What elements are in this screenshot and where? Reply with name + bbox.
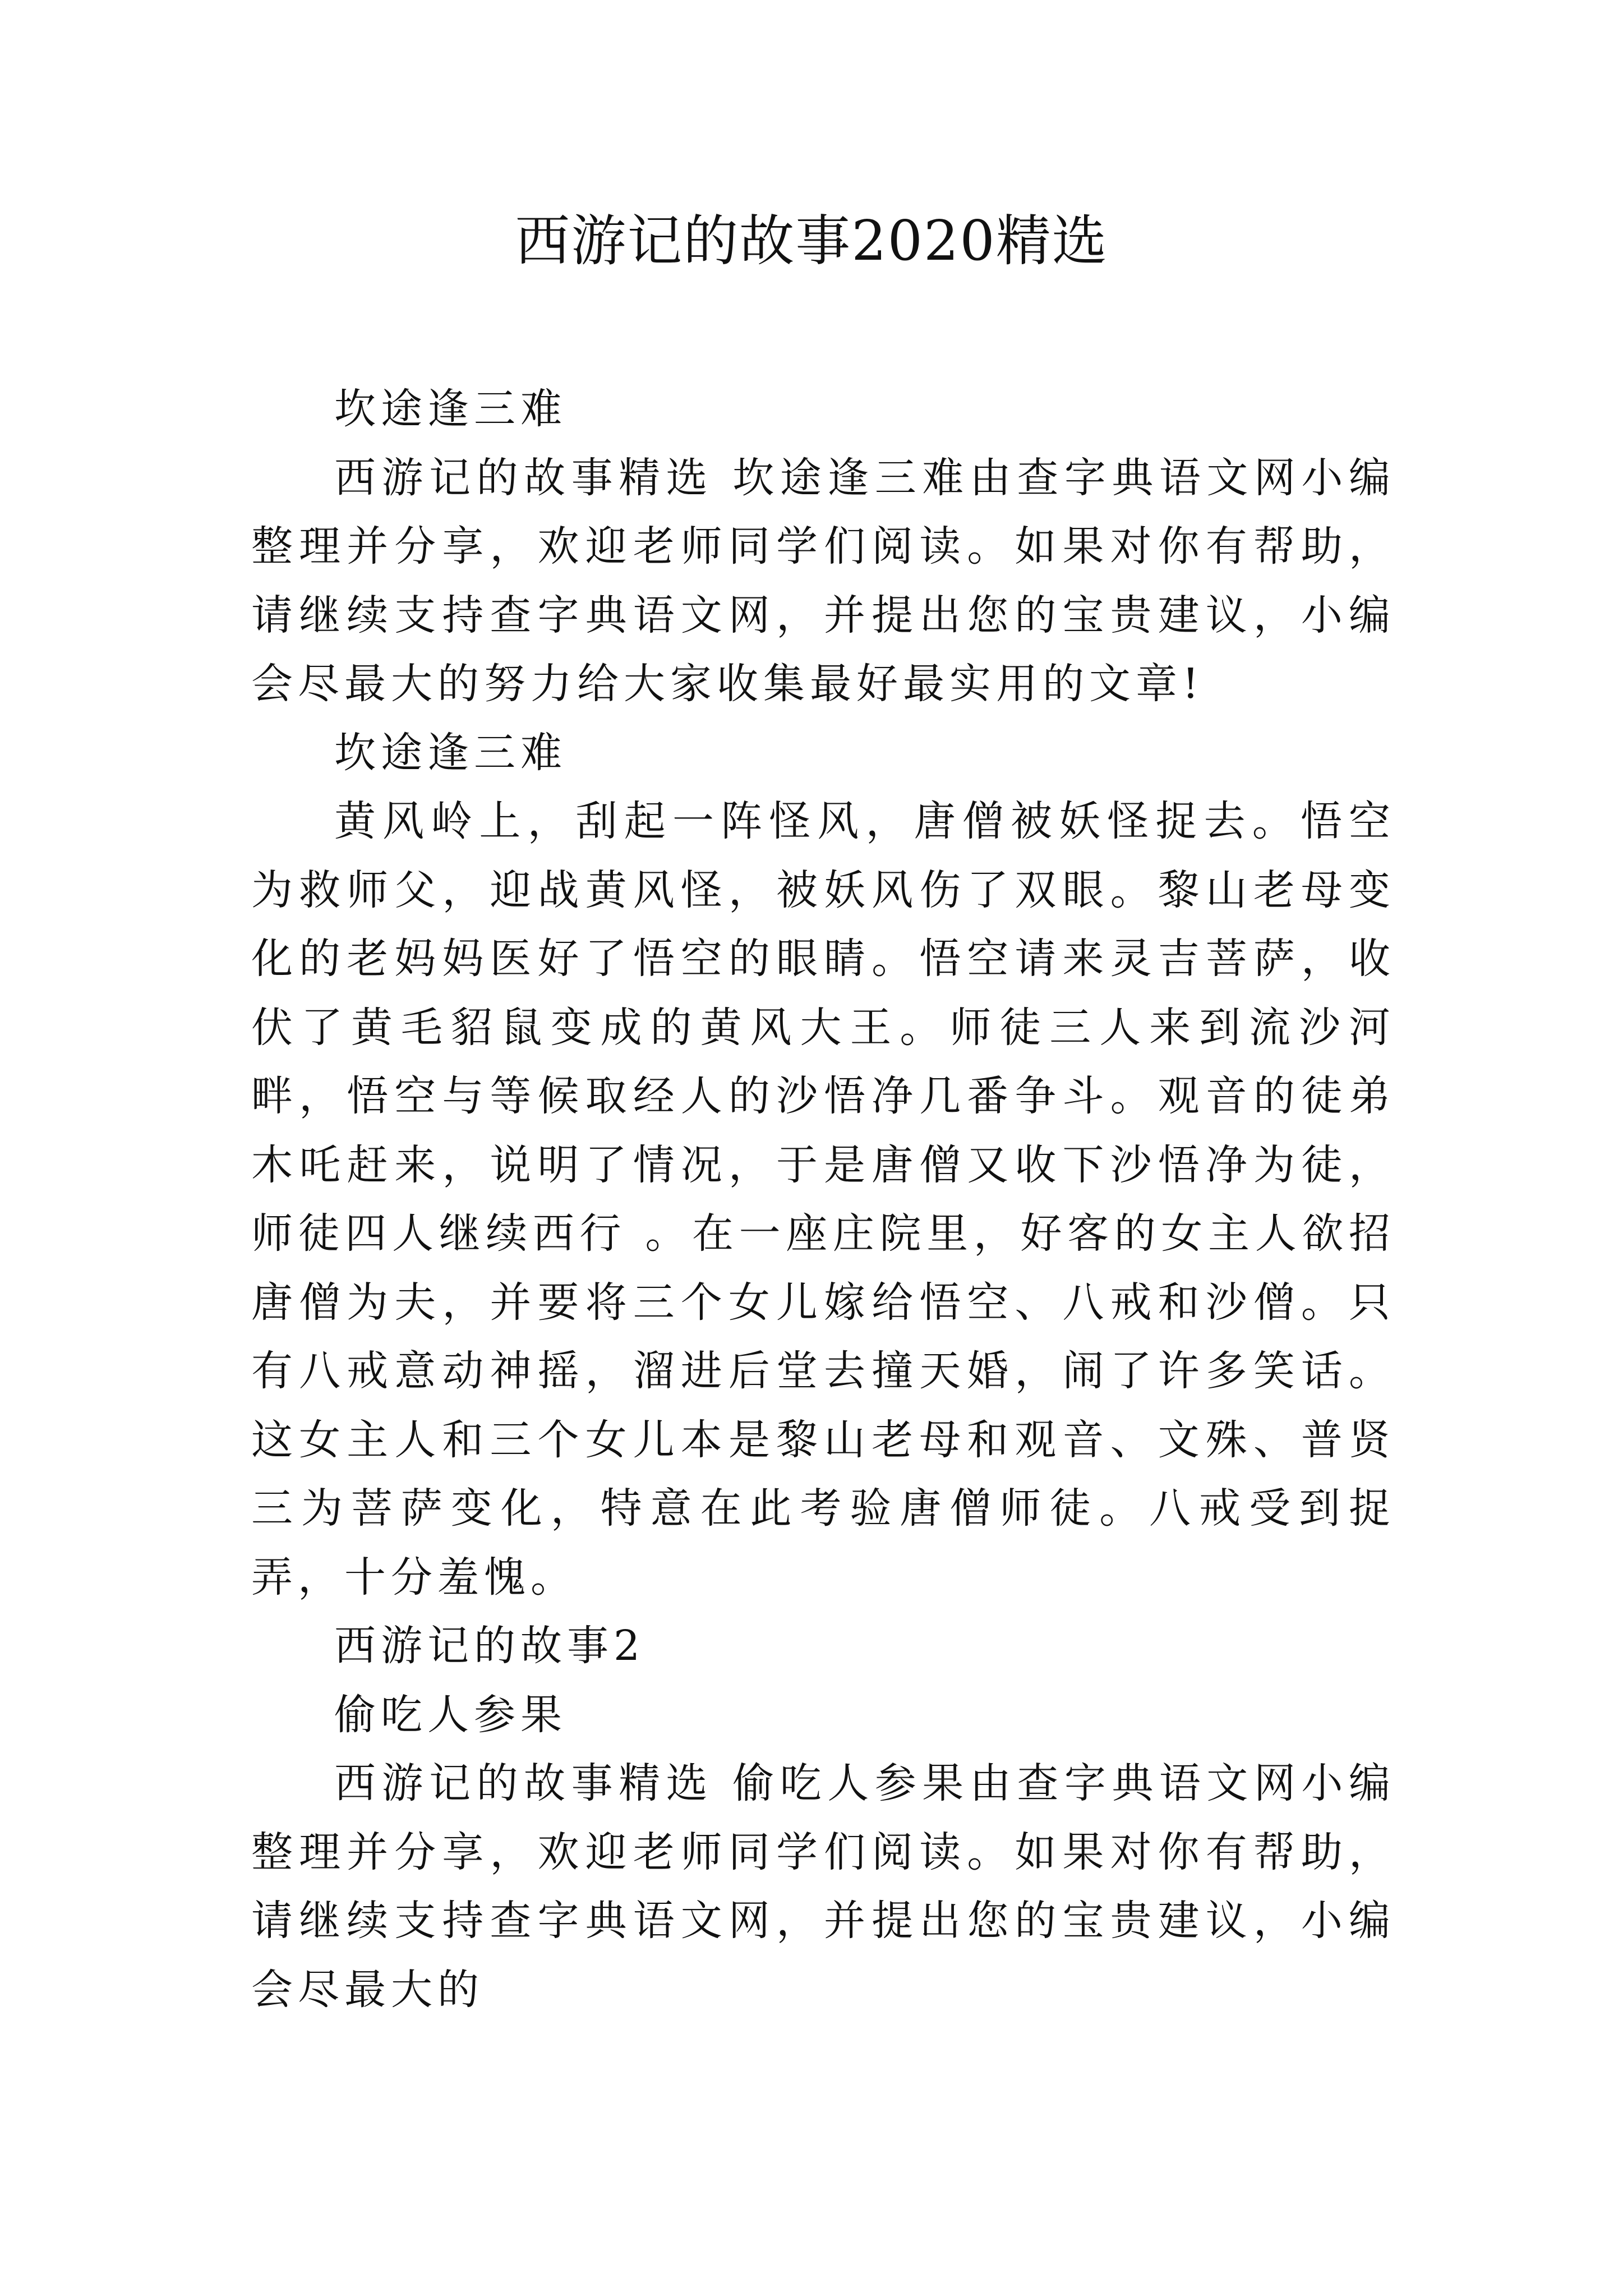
document-body: [251, 375, 1395, 2024]
section-heading: 偷吃人参果: [334, 1690, 567, 1739]
paragraph: 黄风岭上，刮起一阵怪风，唐僧被妖怪捉去。悟空为救师父，迎战黄风怪，被妖风伤了双眼。黎山老母变化的老妈妈医好了悟空的眼睛。悟空请来灵吉菩萨，收伏了黄毛貂鼠变成的黄风大王。师徒三人来到流沙河畔，悟空与等候取经人的沙悟净几番争斗。观音的徒弟木吒赶来，说明了情况，于是唐僧又收下沙悟净为徒，师徒四人继续西行 。在一座庄院里，好客的女主人欲招唐僧为夫，并要将三个女儿嫁给悟空、八戒和沙僧。只有八戒意动神摇，溜进后堂去撞天婚，闹了许多笑话。这女主人和三个女儿本是黎山老母和观音、文殊、普贤三为菩萨变化，特意在此考验唐僧师徒。八戒受到捉弄，十分羞愧。: [251, 797, 1395, 1602]
page-title: 西游记的故事2020精选: [515, 209, 1108, 273]
paragraph: 西游记的故事精选 偷吃人参果由查字典语文网小编整理并分享，欢迎老师同学们阅读。如果对你有帮助，请继续支持查字典语文网，并提出您的宝贵建议，小编会尽最大的: [251, 1759, 1395, 2014]
section-heading: 西游记的故事2: [334, 1622, 645, 1670]
section-heading: 坎途逢三难: [334, 385, 567, 433]
section-heading: 坎途逢三难: [334, 728, 567, 777]
paragraph: 西游记的故事精选 坎途逢三难由查字典语文网小编整理并分享，欢迎老师同学们阅读。如果对你有帮助，请继续支持查字典语文网，并提出您的宝贵建议，小编会尽最大的努力给大家收集最好最实用的文章!: [251, 453, 1395, 708]
